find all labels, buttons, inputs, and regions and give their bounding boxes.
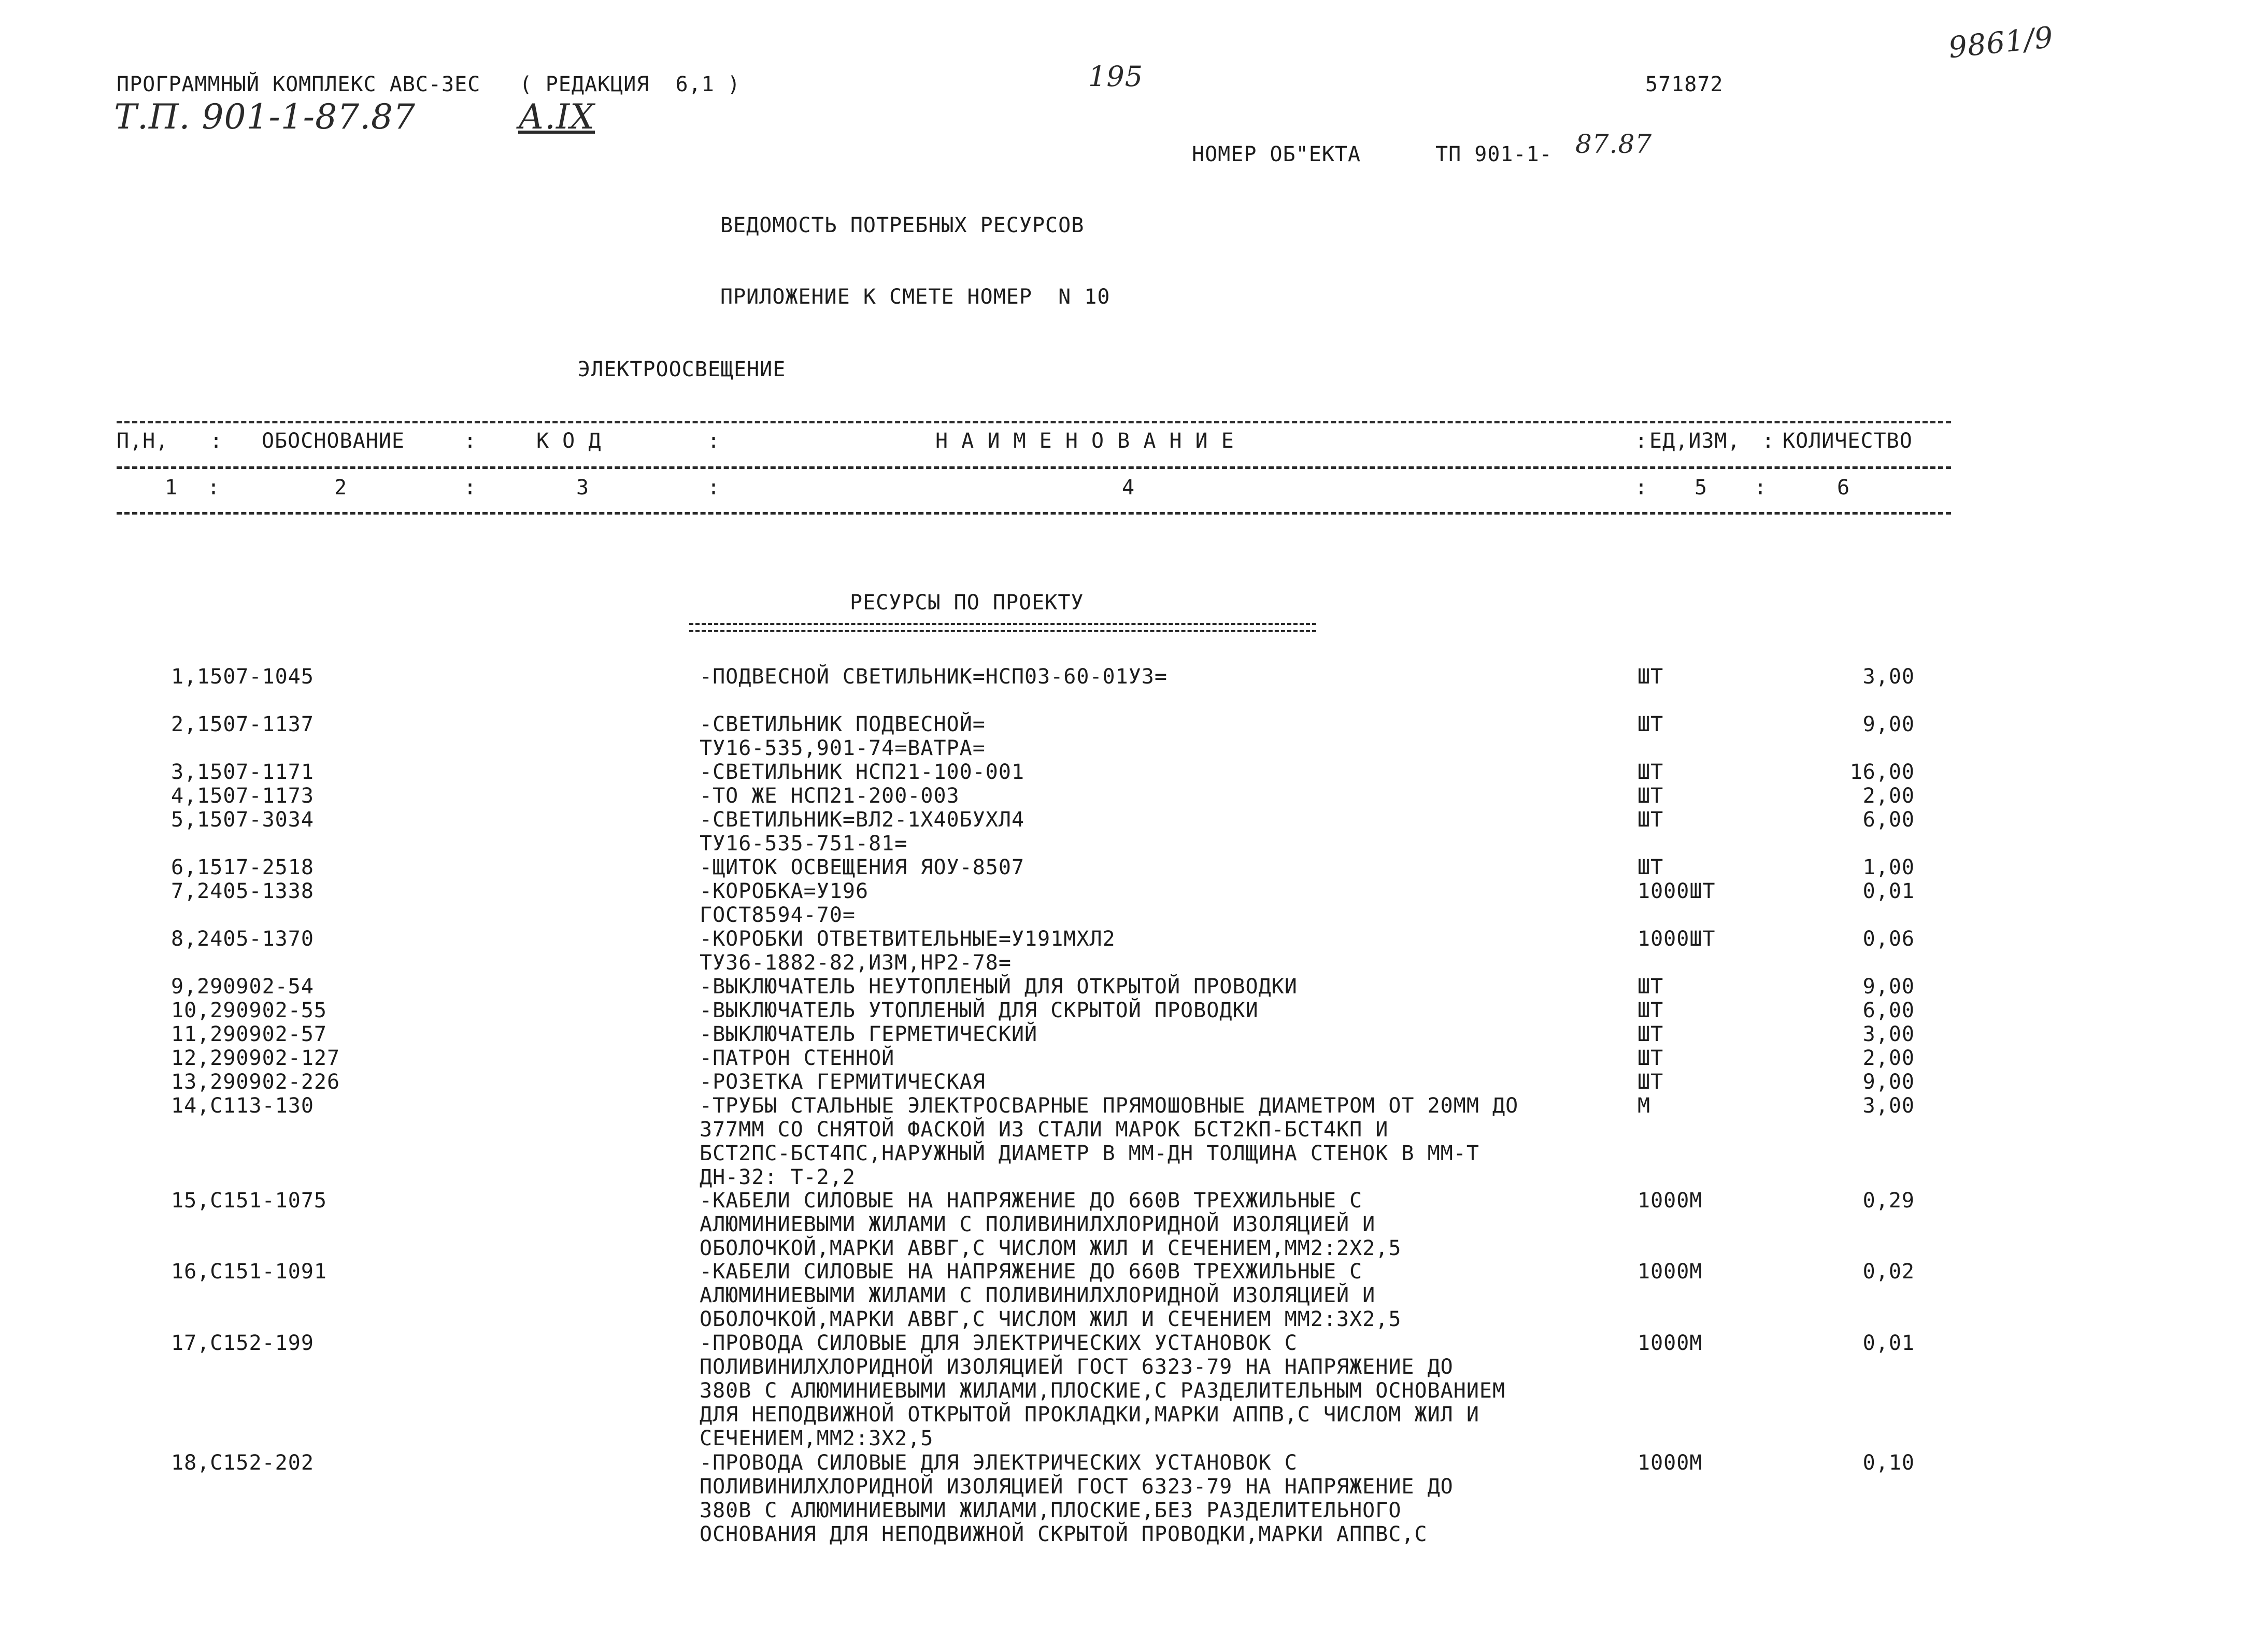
row-unit: ШТ: [1638, 713, 1664, 736]
row-name-line: -ТО ЖЕ НСП21-200-003: [700, 784, 960, 808]
row-name-line: ТУ16-535-751-81=: [700, 832, 908, 856]
row-name-line: ТУ36-1882-82,ИЗМ,НР2-78=: [700, 951, 1012, 975]
col-number: 1: [165, 476, 178, 500]
row-quantity: 0,01: [1862, 879, 1915, 903]
row-name: [700, 665, 1167, 689]
col-separator: :: [1635, 476, 1648, 500]
col-separator: :: [207, 476, 221, 500]
row-quantity: 2,00: [1862, 1046, 1915, 1070]
row-name-line: ТУ16-535,901-74=ВАТРА=: [700, 736, 986, 760]
row-quantity: 0,02: [1862, 1260, 1915, 1284]
handwritten-album: А.IX: [518, 97, 595, 137]
row-name: [700, 856, 1024, 879]
row-name: [700, 999, 1259, 1022]
row-unit: ШТ: [1638, 1046, 1664, 1070]
row-quantity: 9,00: [1862, 975, 1915, 999]
row-name-line: 377ММ СО СНЯТОЙ ФАСКОЙ ИЗ СТАЛИ МАРОК БСТ2КП-БСТ4КП И: [700, 1118, 1389, 1142]
row-code: 16,С151-1091: [171, 1260, 327, 1284]
row-name-line: -ПОДВЕСНОЙ СВЕТИЛЬНИК=НСП03-60-01УЗ=: [700, 665, 1167, 689]
row-name: [700, 1451, 1454, 1546]
row-name: [700, 1046, 894, 1070]
row-quantity: 0,10: [1862, 1451, 1915, 1475]
row-code: 2,1507-1137: [171, 713, 314, 736]
row-unit: ШТ: [1638, 999, 1664, 1022]
row-name: [700, 713, 986, 760]
document-subtitle: ПРИЛОЖЕНИЕ К СМЕТЕ НОМЕР N 10: [720, 285, 1110, 309]
col-separator: :: [707, 429, 721, 453]
row-unit: ШТ: [1638, 1022, 1664, 1046]
row-name-line: СЕЧЕНИЕМ,ММ2:3Х2,5: [700, 1427, 934, 1450]
row-unit: М: [1638, 1094, 1651, 1118]
row-unit: 1000М: [1638, 1260, 1703, 1284]
row-name-line: ПОЛИВИНИЛХЛОРИДНОЙ ИЗОЛЯЦИЕЙ ГОСТ 6323-79 НА НАПРЯЖЕНИЕ ДО: [700, 1475, 1454, 1499]
header-rule-middle: [117, 466, 1951, 469]
row-name-line: -РОЗЕТКА ГЕРМИТИЧЕСКАЯ: [700, 1070, 986, 1094]
col-number: 3: [576, 476, 590, 500]
row-name-line: -ТРУБЫ СТАЛЬНЫЕ ЭЛЕКТРОСВАРНЫЕ ПРЯМОШОВНЫЕ ДИАМЕТРОМ ОТ 20ММ ДО: [700, 1094, 1519, 1118]
row-code: 14,С113-130: [171, 1094, 314, 1118]
document-title: ВЕДОМОСТЬ ПОТРЕБНЫХ РЕСУРСОВ: [720, 213, 1085, 237]
row-name: [700, 1331, 1505, 1450]
row-code: 8,2405-1370: [171, 927, 314, 951]
col-separator: :: [1754, 476, 1768, 500]
object-number-handwritten: 87.87: [1575, 129, 1653, 159]
row-name: [700, 1022, 1037, 1046]
row-code: 18,С152-202: [171, 1451, 314, 1475]
row-name-line: -КАБЕЛИ СИЛОВЫЕ НА НАПРЯЖЕНИЕ ДО 660В ТРЕХЖИЛЬНЫЕ С: [700, 1189, 1363, 1213]
row-name-line: ПОЛИВИНИЛХЛОРИДНОЙ ИЗОЛЯЦИЕЙ ГОСТ 6323-79 НА НАПРЯЖЕНИЕ ДО: [700, 1355, 1454, 1379]
row-name-line: -ВЫКЛЮЧАТЕЛЬ НЕУТОПЛЕНЫЙ ДЛЯ ОТКРЫТОЙ ПРОВОДКИ: [700, 975, 1298, 999]
row-unit: 1000М: [1638, 1189, 1703, 1213]
row-name-line: -ПРОВОДА СИЛОВЫЕ ДЛЯ ЭЛЕКТРИЧЕСКИХ УСТАНОВОК С: [700, 1331, 1298, 1355]
row-name-line: АЛЮМИНИЕВЫМИ ЖИЛАМИ С ПОЛИВИНИЛХЛОРИДНОЙ ИЗОЛЯЦИЕЙ И: [700, 1284, 1376, 1307]
row-name: [700, 1070, 986, 1094]
row-name-line: -ПРОВОДА СИЛОВЫЕ ДЛЯ ЭЛЕКТРИЧЕСКИХ УСТАНОВОК С: [700, 1451, 1298, 1475]
row-code: 1,1507-1045: [171, 665, 314, 689]
row-unit: 1000М: [1638, 1331, 1703, 1355]
row-name: [700, 1189, 1401, 1260]
row-name-line: ОБОЛОЧКОЙ,МАРКИ АВВГ,С ЧИСЛОМ ЖИЛ И СЕЧЕНИЕМ,ММ2:2Х2,5: [700, 1236, 1402, 1260]
col-number: 6: [1837, 476, 1850, 500]
group-title-underline: [689, 623, 1316, 632]
row-name: [700, 808, 1024, 856]
document-code: 571872: [1645, 73, 1724, 96]
row-quantity: 6,00: [1862, 999, 1915, 1022]
row-name-line: ДЛЯ НЕПОДВИЖНОЙ ОТКРЫТОЙ ПРОКЛАДКИ,МАРКИ АППВ,С ЧИСЛОМ ЖИЛ И: [700, 1403, 1479, 1427]
col-header-pn: П,Н,: [117, 429, 169, 453]
row-code: 4,1507-1173: [171, 784, 314, 808]
page-number: 195: [1088, 60, 1144, 93]
group-title: РЕСУРСЫ ПО ПРОЕКТУ: [850, 591, 1084, 615]
row-unit: 1000М: [1638, 1451, 1703, 1475]
row-name: [700, 927, 1116, 975]
row-name-line: ОБОЛОЧКОЙ,МАРКИ АВВГ,С ЧИСЛОМ ЖИЛ И СЕЧЕНИЕМ ММ2:3Х2,5: [700, 1307, 1402, 1331]
row-name: [700, 760, 1024, 784]
row-name-line: -ВЫКЛЮЧАТЕЛЬ УТОПЛЕНЫЙ ДЛЯ СКРЫТОЙ ПРОВОДКИ: [700, 999, 1259, 1022]
row-code: 17,С152-199: [171, 1331, 314, 1355]
row-code: 6,1517-2518: [171, 856, 314, 879]
header-rule-top: [117, 421, 1951, 423]
row-name: [700, 1094, 1518, 1189]
col-separator: :: [464, 476, 477, 500]
col-separator: :: [210, 429, 223, 453]
row-name-line: ДН-32: Т-2,2: [700, 1165, 856, 1189]
row-unit: ШТ: [1638, 975, 1664, 999]
row-name-line: ГОСТ8594-70=: [700, 903, 856, 927]
row-name-line: 380В С АЛЮМИНИЕВЫМИ ЖИЛАМИ,ПЛОСКИЕ,БЕЗ РАЗДЕЛИТЕЛЬНОГО: [700, 1499, 1402, 1522]
row-code: 3,1507-1171: [171, 760, 314, 784]
col-separator: :: [707, 476, 721, 500]
program-line: ПРОГРАММНЫЙ КОМПЛЕКС АВС-ЗЕС ( РЕДАКЦИЯ 6,1 ): [117, 73, 741, 96]
row-name-line: -КОРОБКА=У196: [700, 879, 869, 903]
col-separator: :: [1635, 429, 1648, 453]
row-unit: ШТ: [1638, 784, 1664, 808]
row-name-line: -СВЕТИЛЬНИК=ВЛ2-1Х40БУХЛ4: [700, 808, 1025, 832]
row-name-line: -ЩИТОК ОСВЕЩЕНИЯ ЯОУ-8507: [700, 856, 1025, 879]
row-quantity: 0,29: [1862, 1189, 1915, 1213]
col-number: 5: [1695, 476, 1708, 500]
row-name-line: -КАБЕЛИ СИЛОВЫЕ НА НАПРЯЖЕНИЕ ДО 660В ТРЕХЖИЛЬНЫЕ С: [700, 1260, 1363, 1284]
row-name-line: -ВЫКЛЮЧАТЕЛЬ ГЕРМЕТИЧЕСКИЙ: [700, 1022, 1038, 1046]
row-unit: ШТ: [1638, 808, 1664, 832]
row-code: 12,290902-127: [171, 1046, 340, 1070]
col-number: 4: [1122, 476, 1135, 500]
row-name-line: -КОРОБКИ ОТВЕТВИТЕЛЬНЫЕ=У191МХЛ2: [700, 927, 1116, 951]
col-header-basis: ОБОСНОВАНИЕ: [262, 429, 405, 453]
row-name: [700, 879, 868, 927]
row-name-line: БСТ2ПС-БСТ4ПС,НАРУЖНЫЙ ДИАМЕТР В ММ-ДН ТОЛЩИНА СТЕНОК В ММ-Т: [700, 1142, 1479, 1165]
row-name-line: -СВЕТИЛЬНИК ПОДВЕСНОЙ=: [700, 713, 986, 736]
col-header-name: Н А И М Е Н О В А Н И Е: [935, 429, 1234, 453]
row-unit: ШТ: [1638, 760, 1664, 784]
row-unit: 1000ШТ: [1638, 927, 1716, 951]
row-code: 5,1507-3034: [171, 808, 314, 832]
row-quantity: 9,00: [1862, 1070, 1915, 1094]
row-name: [700, 784, 960, 808]
row-quantity: 1,00: [1862, 856, 1915, 879]
header-rule-bottom: [117, 512, 1951, 515]
row-name-line: ОСНОВАНИЯ ДЛЯ НЕПОДВИЖНОЙ СКРЫТОЙ ПРОВОДКИ,МАРКИ АППВС,С: [700, 1522, 1428, 1546]
row-name-line: -ПАТРОН СТЕННОЙ: [700, 1046, 895, 1070]
row-quantity: 9,00: [1862, 713, 1915, 736]
row-quantity: 3,00: [1862, 665, 1915, 689]
col-header-quantity: КОЛИЧЕСТВО: [1783, 429, 1913, 453]
row-unit: ШТ: [1638, 1070, 1664, 1094]
row-name: [700, 975, 1298, 999]
row-name-line: 380В С АЛЮМИНИЕВЫМИ ЖИЛАМИ,ПЛОСКИЕ,С РАЗДЕЛИТЕЛЬНЫМ ОСНОВАНИЕМ: [700, 1379, 1506, 1403]
row-quantity: 3,00: [1862, 1022, 1915, 1046]
col-header-code: К О Д: [536, 429, 602, 453]
row-unit: ШТ: [1638, 665, 1664, 689]
col-number: 2: [334, 476, 348, 500]
row-code: 11,290902-57: [171, 1022, 327, 1046]
row-code: 10,290902-55: [171, 999, 327, 1022]
row-quantity: 2,00: [1862, 784, 1915, 808]
row-quantity: 3,00: [1862, 1094, 1915, 1118]
col-separator: :: [464, 429, 477, 453]
handwritten-project-number: Т.П. 901-1-87.87: [114, 97, 416, 137]
row-unit: ШТ: [1638, 856, 1664, 879]
col-separator: :: [1762, 429, 1775, 453]
row-name-line: АЛЮМИНИЕВЫМИ ЖИЛАМИ С ПОЛИВИНИЛХЛОРИДНОЙ ИЗОЛЯЦИЕЙ И: [700, 1213, 1376, 1236]
row-quantity: 0,01: [1862, 1331, 1915, 1355]
row-code: 13,290902-226: [171, 1070, 340, 1094]
row-code: 15,С151-1075: [171, 1189, 327, 1213]
row-quantity: 6,00: [1862, 808, 1915, 832]
row-name: [700, 1260, 1401, 1331]
section-title: ЭЛЕКТРООСВЕЩЕНИЕ: [578, 358, 786, 381]
row-unit: 1000ШТ: [1638, 879, 1716, 903]
row-quantity: 0,06: [1862, 927, 1915, 951]
col-header-unit: ЕД,ИЗМ,: [1649, 429, 1741, 453]
row-name-line: -СВЕТИЛЬНИК НСП21-100-001: [700, 760, 1025, 784]
archive-mark: 9861/9: [1947, 20, 2055, 65]
object-label: НОМЕР ОБ"ЕКТА: [1192, 143, 1361, 166]
object-number: ТП 901-1-: [1435, 143, 1553, 166]
row-code: 7,2405-1338: [171, 879, 314, 903]
row-quantity: 16,00: [1849, 760, 1915, 784]
row-code: 9,290902-54: [171, 975, 314, 999]
